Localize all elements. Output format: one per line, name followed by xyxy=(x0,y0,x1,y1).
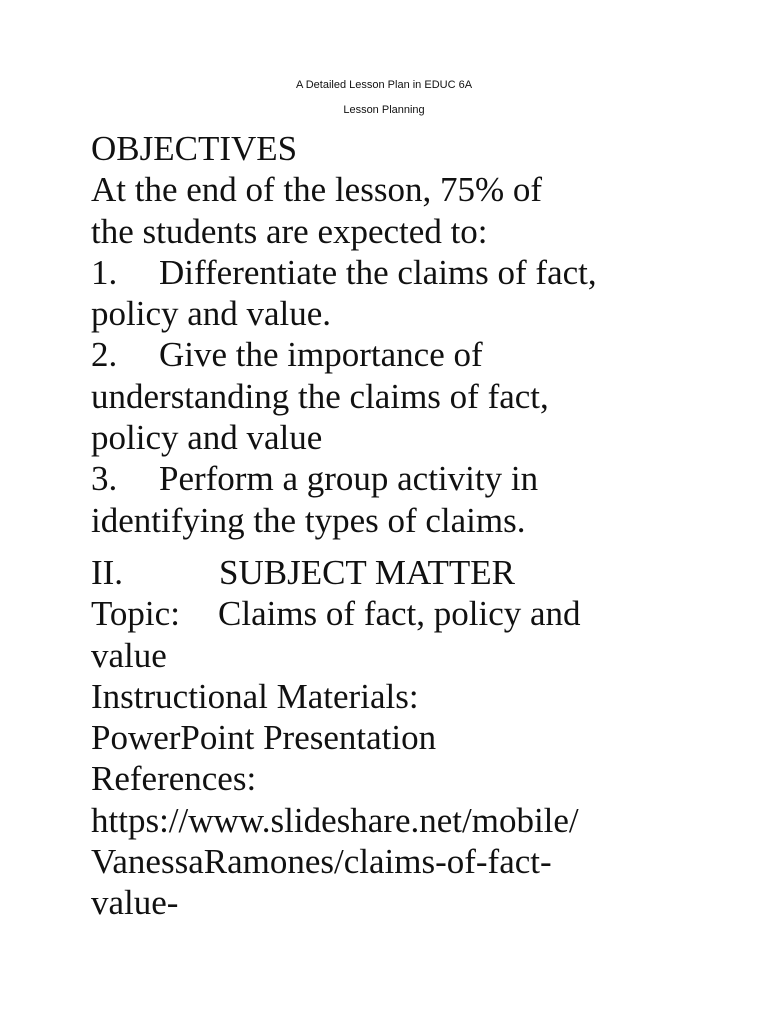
objective-item-2-continued-2: policy and value xyxy=(91,418,323,458)
objective-item-1 xyxy=(91,252,731,293)
topic-value-continued: value xyxy=(91,635,167,675)
objective-number: 2. xyxy=(91,335,118,375)
section-title: SUBJECT MATTER xyxy=(219,552,515,592)
document-title: A Detailed Lesson Plan in EDUC 6A xyxy=(295,79,473,91)
objective-number: 3. xyxy=(91,459,118,499)
reference-url-line-3: value- xyxy=(91,883,179,923)
subject-matter-heading xyxy=(91,552,731,593)
objective-item-3 xyxy=(91,458,731,499)
objectives-heading: OBJECTIVES xyxy=(91,129,298,168)
section-numeral: II. xyxy=(91,552,124,592)
objective-number: 1. xyxy=(91,252,118,292)
topic-line xyxy=(91,593,731,634)
objectives-intro-line-2: the students are expected to: xyxy=(91,211,488,251)
objective-item-2 xyxy=(91,334,731,375)
materials-value: PowerPoint Presentation xyxy=(91,718,437,758)
materials-label: Instructional Materials: xyxy=(91,676,419,716)
topic-label: Topic: xyxy=(91,594,180,634)
objective-item-1-continued: policy and value. xyxy=(91,294,332,334)
references-label: References: xyxy=(91,759,257,799)
topic-value: Claims of fact, policy and xyxy=(218,594,581,634)
objective-text: Differentiate the claims of fact, xyxy=(159,252,597,292)
objectives-intro-line-1: At the end of the lesson, 75% of xyxy=(91,170,543,210)
objective-item-2-continued: understanding the claims of fact, xyxy=(91,376,549,416)
objective-text: Perform a group activity in xyxy=(159,459,539,499)
reference-url-line-2: VanessaRamones/claims-of-fact- xyxy=(91,842,552,882)
objective-item-3-continued: identifying the types of claims. xyxy=(91,500,526,540)
document-subtitle: Lesson Planning xyxy=(343,104,425,116)
objective-text: Give the importance of xyxy=(159,335,483,375)
document-body xyxy=(91,128,731,924)
reference-url-line-1: https://www.slideshare.net/mobile/ xyxy=(91,800,579,840)
section-spacer xyxy=(91,541,731,552)
